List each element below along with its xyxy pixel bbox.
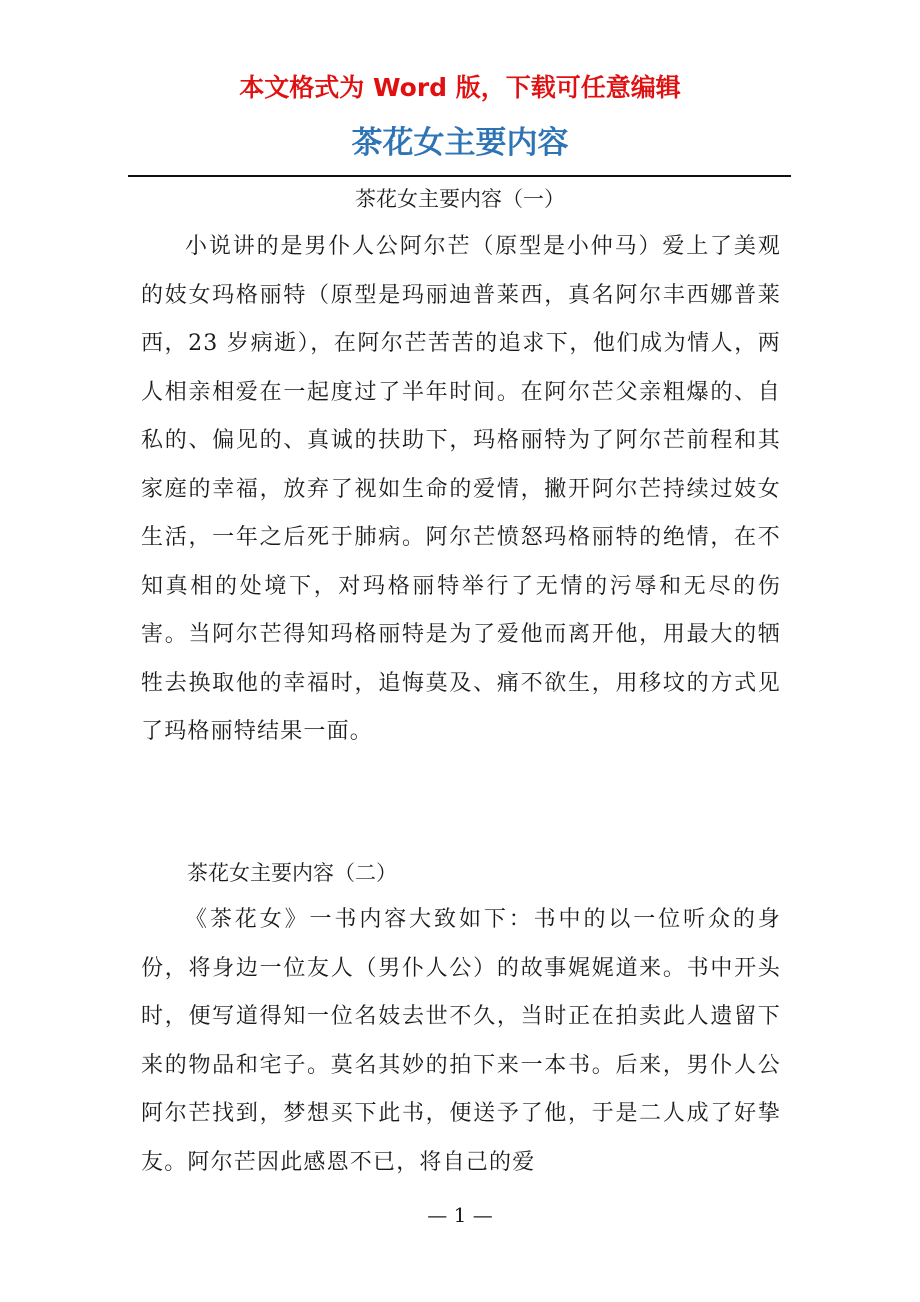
title-divider: [128, 175, 791, 177]
page-number: — 1 —: [427, 1203, 493, 1227]
format-notice-banner: 本文格式为 Word 版，下载可任意编辑: [239, 73, 681, 102]
section-body-1: 小说讲的是男仆人公阿尔芒（原型是小仲马）爱上了美观的妓女玛格丽特（原型是玛丽迪普莱西，真名阿尔丰西娜普莱西，23 岁病逝），在阿尔芒苦苦的追求下，他们成为情人，两人相亲相爱在一起度过了半年时间。在阿尔芒父亲粗爆的、自私的、偏见的、真诚的扶助下，玛格丽特为了阿尔芒前程和其家庭的幸福，放弃了视如生命的爱情，撇开阿尔芒持续过妓女生活，一年之后死于肺病。阿尔芒愤怒玛格丽特的绝情，在不知真相的处境下，对玛格丽特举行了无情的污辱和无尽的伤害。当阿尔芒得知玛格丽特是为了爱他而离开他，用最大的牺牲去换取他的幸福时，追悔莫及、痛不欲生，用移坟的方式见了玛格丽特结果一面。: [141, 234, 781, 744]
section-heading-2: 茶花女主要内容（二）: [187, 861, 397, 885]
section-body-2: 《茶花女》一书内容大致如下：书中的以一位听众的身份，将身边一位友人（男仆人公）的故事娓娓道来。书中开头时，便写道得知一位名妓去世不久，当时正在拍卖此人遗留下来的物品和宅子。莫名其妙的拍下来一本书。后来，男仆人公阿尔芒找到，梦想买下此书，便送予了他，于是二人成了好挚友。阿尔芒因此感恩不已，将自己的爱: [141, 907, 781, 1175]
document-title: 茶花女主要内容: [351, 125, 569, 161]
section-heading-1: 茶花女主要内容（一）: [355, 187, 565, 211]
